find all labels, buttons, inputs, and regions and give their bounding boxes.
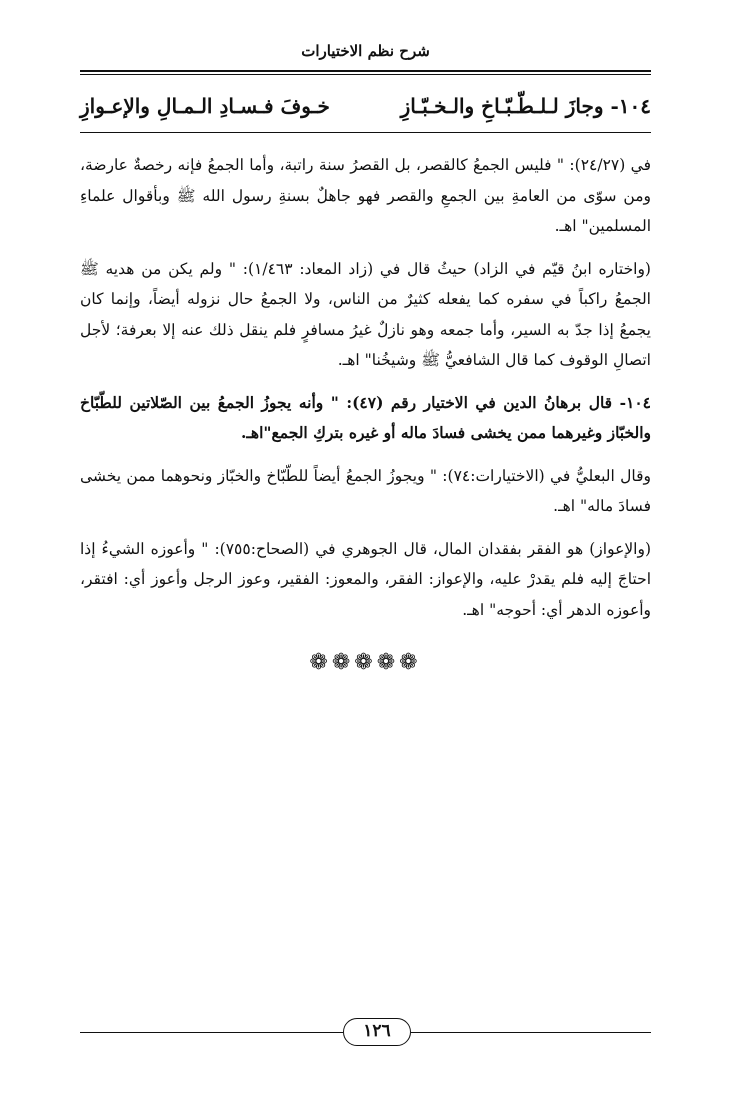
page-number: ١٢٦ bbox=[343, 1018, 411, 1046]
poem-verse bbox=[80, 86, 651, 126]
paragraph-burhan-al-din: ١٠٤- قال برهانُ الدين في الاختيار رقم (٤٧): " وأنه يجوزُ الجمعُ بين الصّلاتين للطّبّاخ والخبّاز وغيرهما ممن يخشى فسادَ ماله أو غيره بتركِ الجمع"اهـ. bbox=[80, 392, 652, 442]
running-header: شرح نظم الاختيارات bbox=[301, 42, 430, 60]
paragraph-ibn-qayyim: (واختاره ابنُ قيّم في الزاد) حيثُ قال في (زاد المعاد: ١/٤٦٣): " ولم يكن من هديه ﷺ الجمعُ راكباً في سفره كما يفعله كثيرٌ من الناس، ولا الجمعُ حال نزوله أيضاً، وإنما كان يجمعُ إذا جدّ به السير، وأما جمعه وهو نازلٌ غيرُ مسافرٍ فلم ينقل ذلك عنه إلا بعرفة؛ لأجل اتصالِ الوقوف كما قال الشافعيُّ ﷺ وشيخُنا" اهـ. bbox=[80, 259, 651, 369]
footer-rule-left bbox=[80, 1032, 343, 1033]
verse-rule bbox=[80, 132, 651, 133]
paragraph-al-iwaz-definition: (والإعواز) هو الفقر بفقدان المال، قال الجوهري في (الصحاح:٧٥٥): " وأعوزه الشيءُ إذا احتاجَ إليه فلم يقدرْ عليه، والإعواز: الفقر، والمعوز: الفقير، وعوز الرجل وأعوز أي: افتقر، وأعوزه الدهر أي: أحوجه" اهـ. bbox=[80, 539, 652, 619]
header-rule-thin bbox=[80, 74, 651, 75]
header-rule-thick bbox=[80, 70, 651, 72]
commentary-body bbox=[80, 150, 651, 637]
paragraph-al-baali: وقال البعليُّ في (الاختيارات:٧٤): " ويجوزُ الجمعُ أيضاً للطّبّاخ والخبّاز ونحوهما ممن يخشى فسادَ ماله" اهـ. bbox=[80, 466, 652, 515]
verse-second-hemistich: خـوفَ فـسـادِ الـمـالِ والإعـوازِ bbox=[80, 94, 330, 118]
paragraph-ibn-taymiyya-quote: في (٢٤/٢٧): " فليس الجمعُ كالقصر، بل القصرُ سنة راتبة، وأما الجمعُ فإنه رخصةٌ عارضة، ومن سوّى من العامةِ بين الجمعِ والقصر فهو جاهلٌ بسنةِ رسول الله ﷺ وبأقوال علماءِ المسلمين" اهـ. bbox=[80, 156, 652, 235]
verse-first-hemistich: ١٠٤- وجازَ لـلـطّـبّـاخِ والـخـبّـازِ bbox=[400, 94, 651, 118]
footer-rule-right bbox=[411, 1032, 651, 1033]
section-ornament: ❁❁❁❁❁ bbox=[309, 650, 422, 675]
